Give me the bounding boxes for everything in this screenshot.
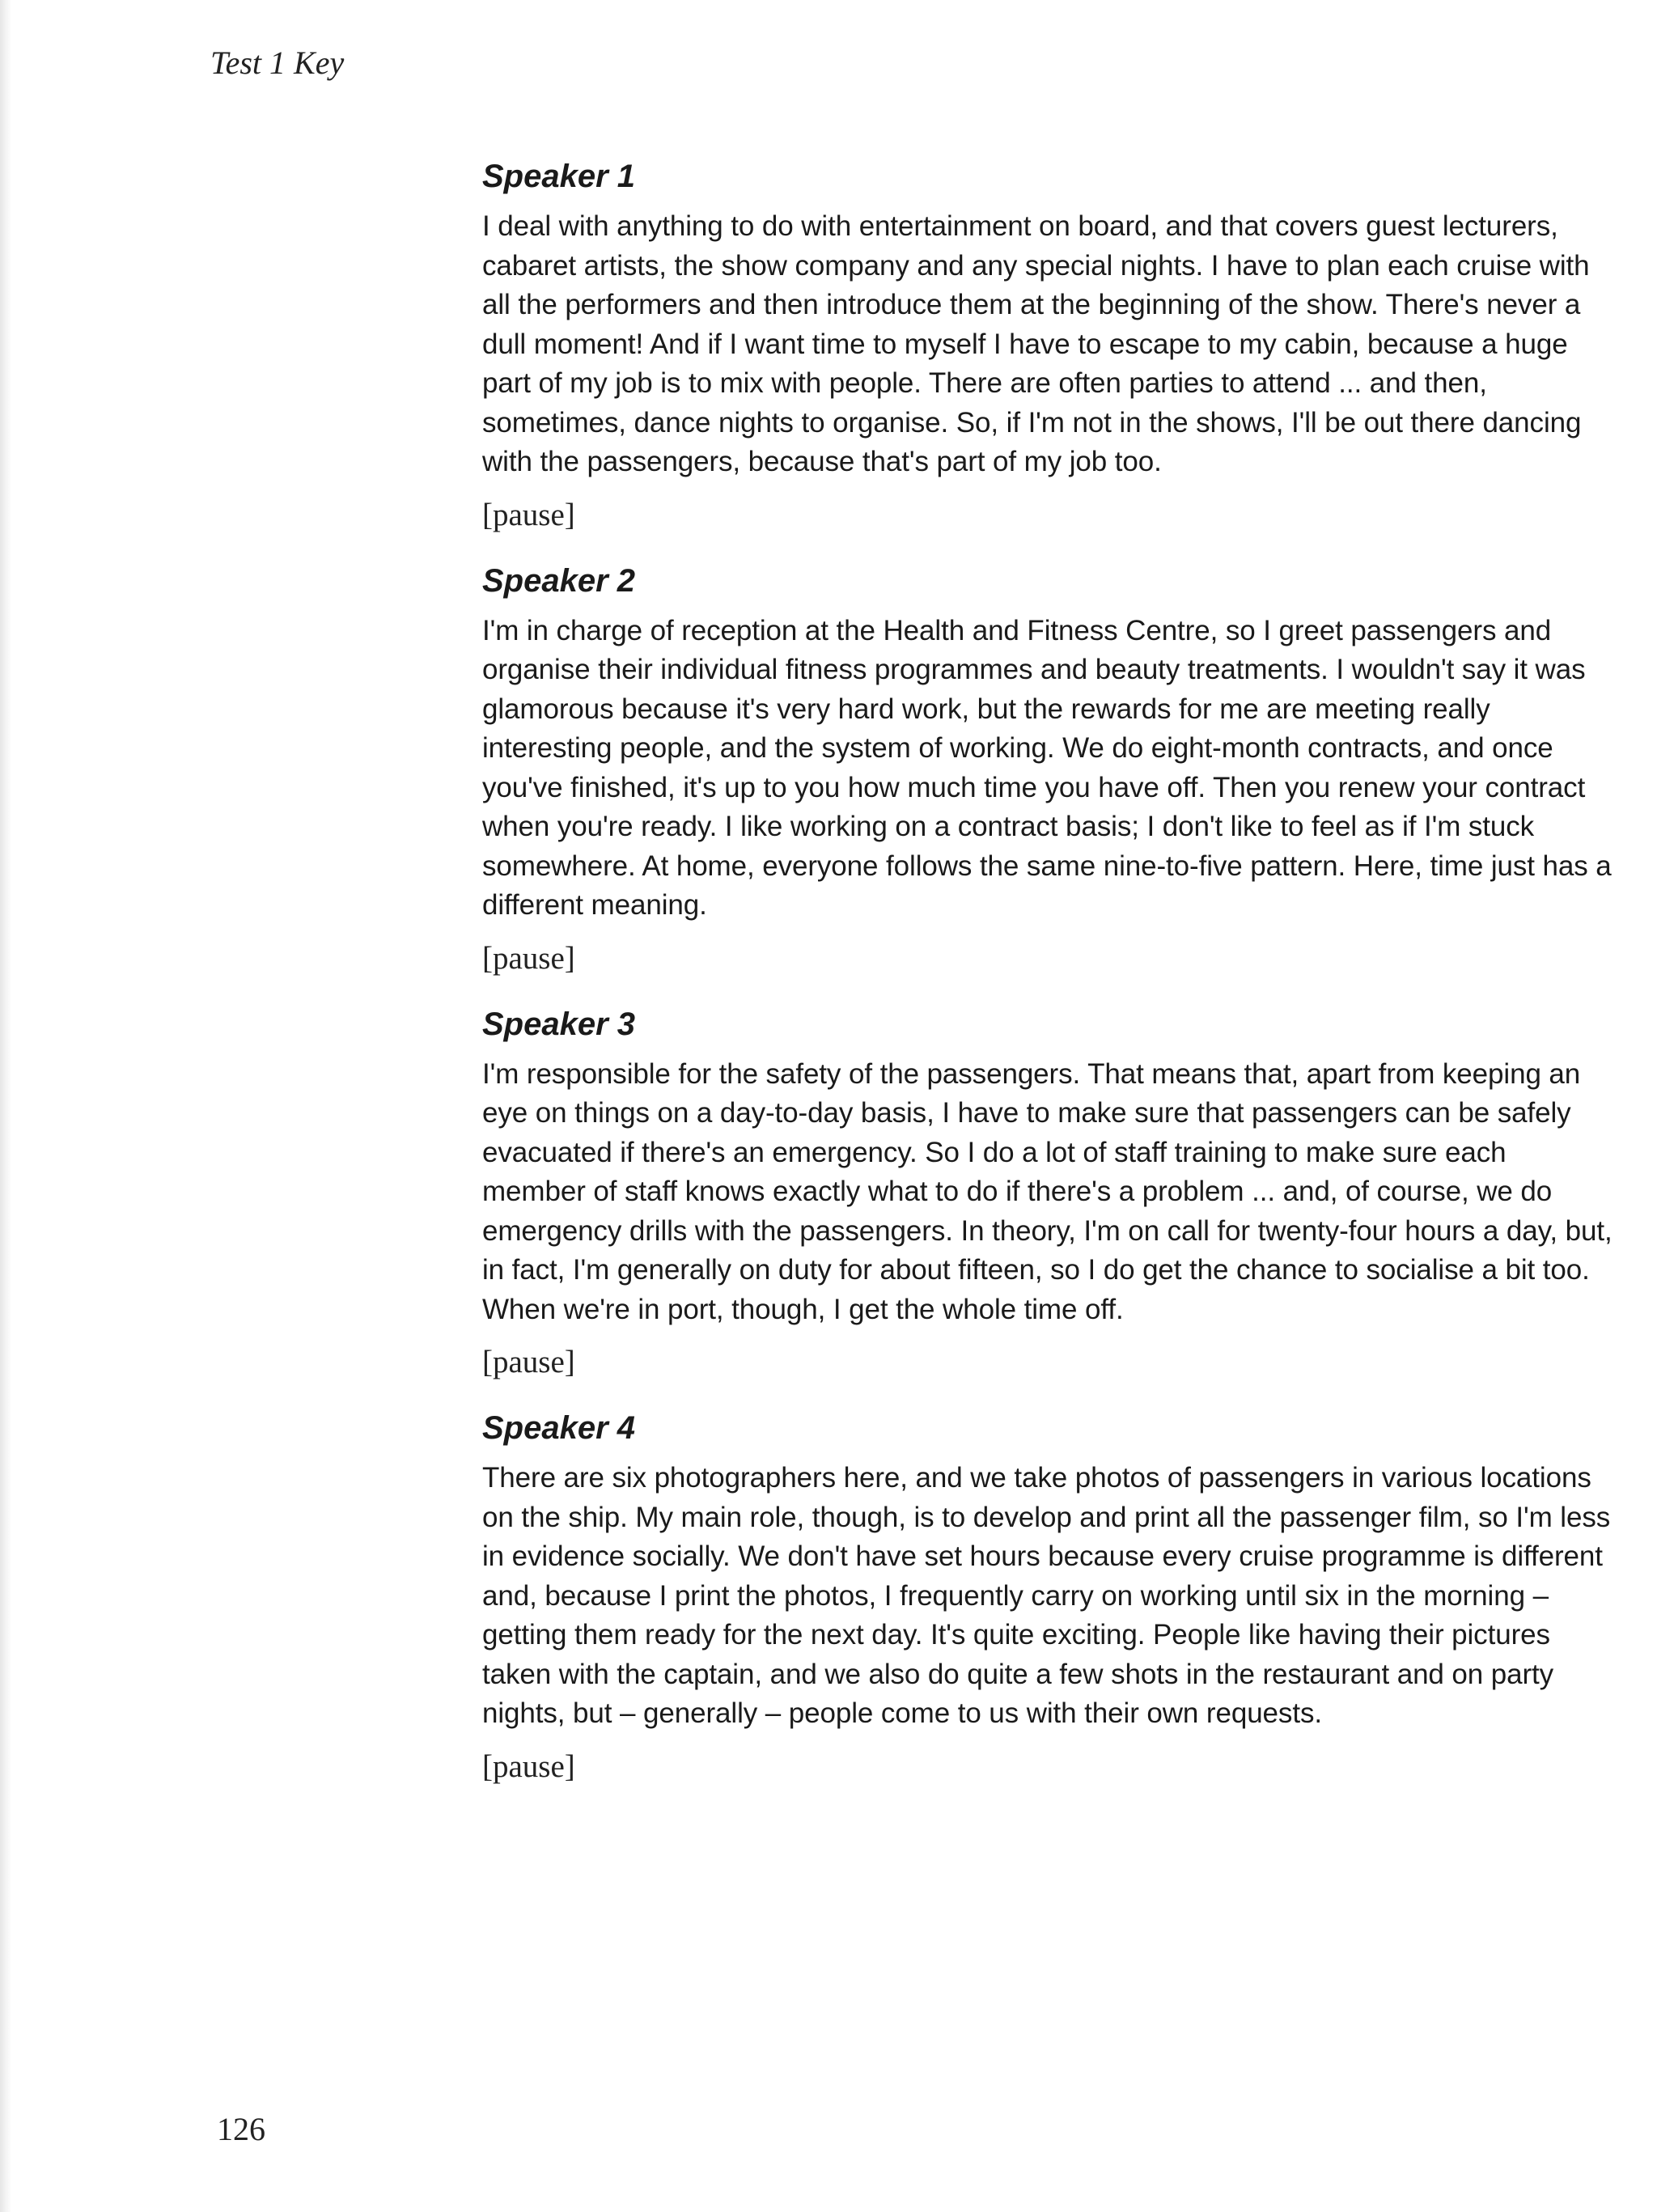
page-number: 126 [217,2111,265,2147]
speaker-transcript: I deal with anything to do with entertainment on board, and that covers guest lecturers, cabaret artists, the show company and any special nights. I have to plan each cruise with all the performers and then introduce them at the beginning of the show. There's never a dull moment! And if I want time to myself I have to escape to my cabin, because a huge part of my job is to mix with people. There are often parties to attend ... and then, sometimes, dance nights to organise. So, if I'm not in the shows, I'll be out there dancing with the passengers, because that's part of my job too. [482,210,1590,477]
pause-marker: [pause] [482,1748,575,1784]
speaker-transcript: I'm responsible for the safety of the passengers. That means that, apart from keeping an eye on things on a day-to-day basis, I have to make sure that passengers can be safely evacuated if there's an emergency. So I do a lot of staff training to make sure each member of staff knows exactly what to do if there's a problem ... and, of course, we do emergency drills with the passengers. In theory, I'm on call for twenty-four hours a day, but, in fact, I'm generally on duty for about fifteen, so I do get the chance to socialise a bit too. When we're in port, though, I get the whole time off. [482,1057,1613,1325]
speaker-section-3 [482,1002,1615,1384]
transcript-body [482,154,1615,1810]
speaker-transcript: There are six photographers here, and we take photos of passengers in various locations on the ship. My main role, though, is to develop and print all the passenger film, so I'm less in evidence socially. We don't have set hours because every cruise programme is different and, because I print the photos, I frequently carry on working until six in the morning – getting them ready for the next day. It's quite exciting. People like having their pictures taken with the captain, and we also do quite a few shots in the restaurant and on party nights, but – generally – people come to us with their own requests. [482,1462,1611,1729]
pause-marker: [pause] [482,497,575,532]
speaker-section-4 [482,1405,1615,1787]
speaker-section-2 [482,558,1615,979]
running-head: Test 1 Key [210,44,345,81]
speaker-heading: Speaker 1 [482,159,636,194]
speaker-heading: Speaker 2 [482,562,636,599]
pause-marker: [pause] [482,1345,575,1379]
speaker-heading: Speaker 3 [482,1006,636,1042]
speaker-transcript: I'm in charge of reception at the Health and Fitness Centre, so I greet passengers and organise their individual fitness programmes and beauty treatments. I wouldn't say it was glamorous because it's very hard work, but the rewards for me are meeting really interesting people, and the system of working. We do eight-month contracts, and once you've finished, it's up to you how much time you have off. Then you renew your contract when you're ready. I like working on a contract basis; I don't like to feel as if I'm stuck somewhere. At home, everyone follows the same nine-to-five pattern. Here, time just has a different meaning. [482,614,1612,921]
pause-marker: [pause] [482,940,575,976]
page-edge-shadow [0,0,11,2212]
speaker-section-1 [482,154,1615,536]
speaker-heading: Speaker 4 [482,1410,636,1446]
